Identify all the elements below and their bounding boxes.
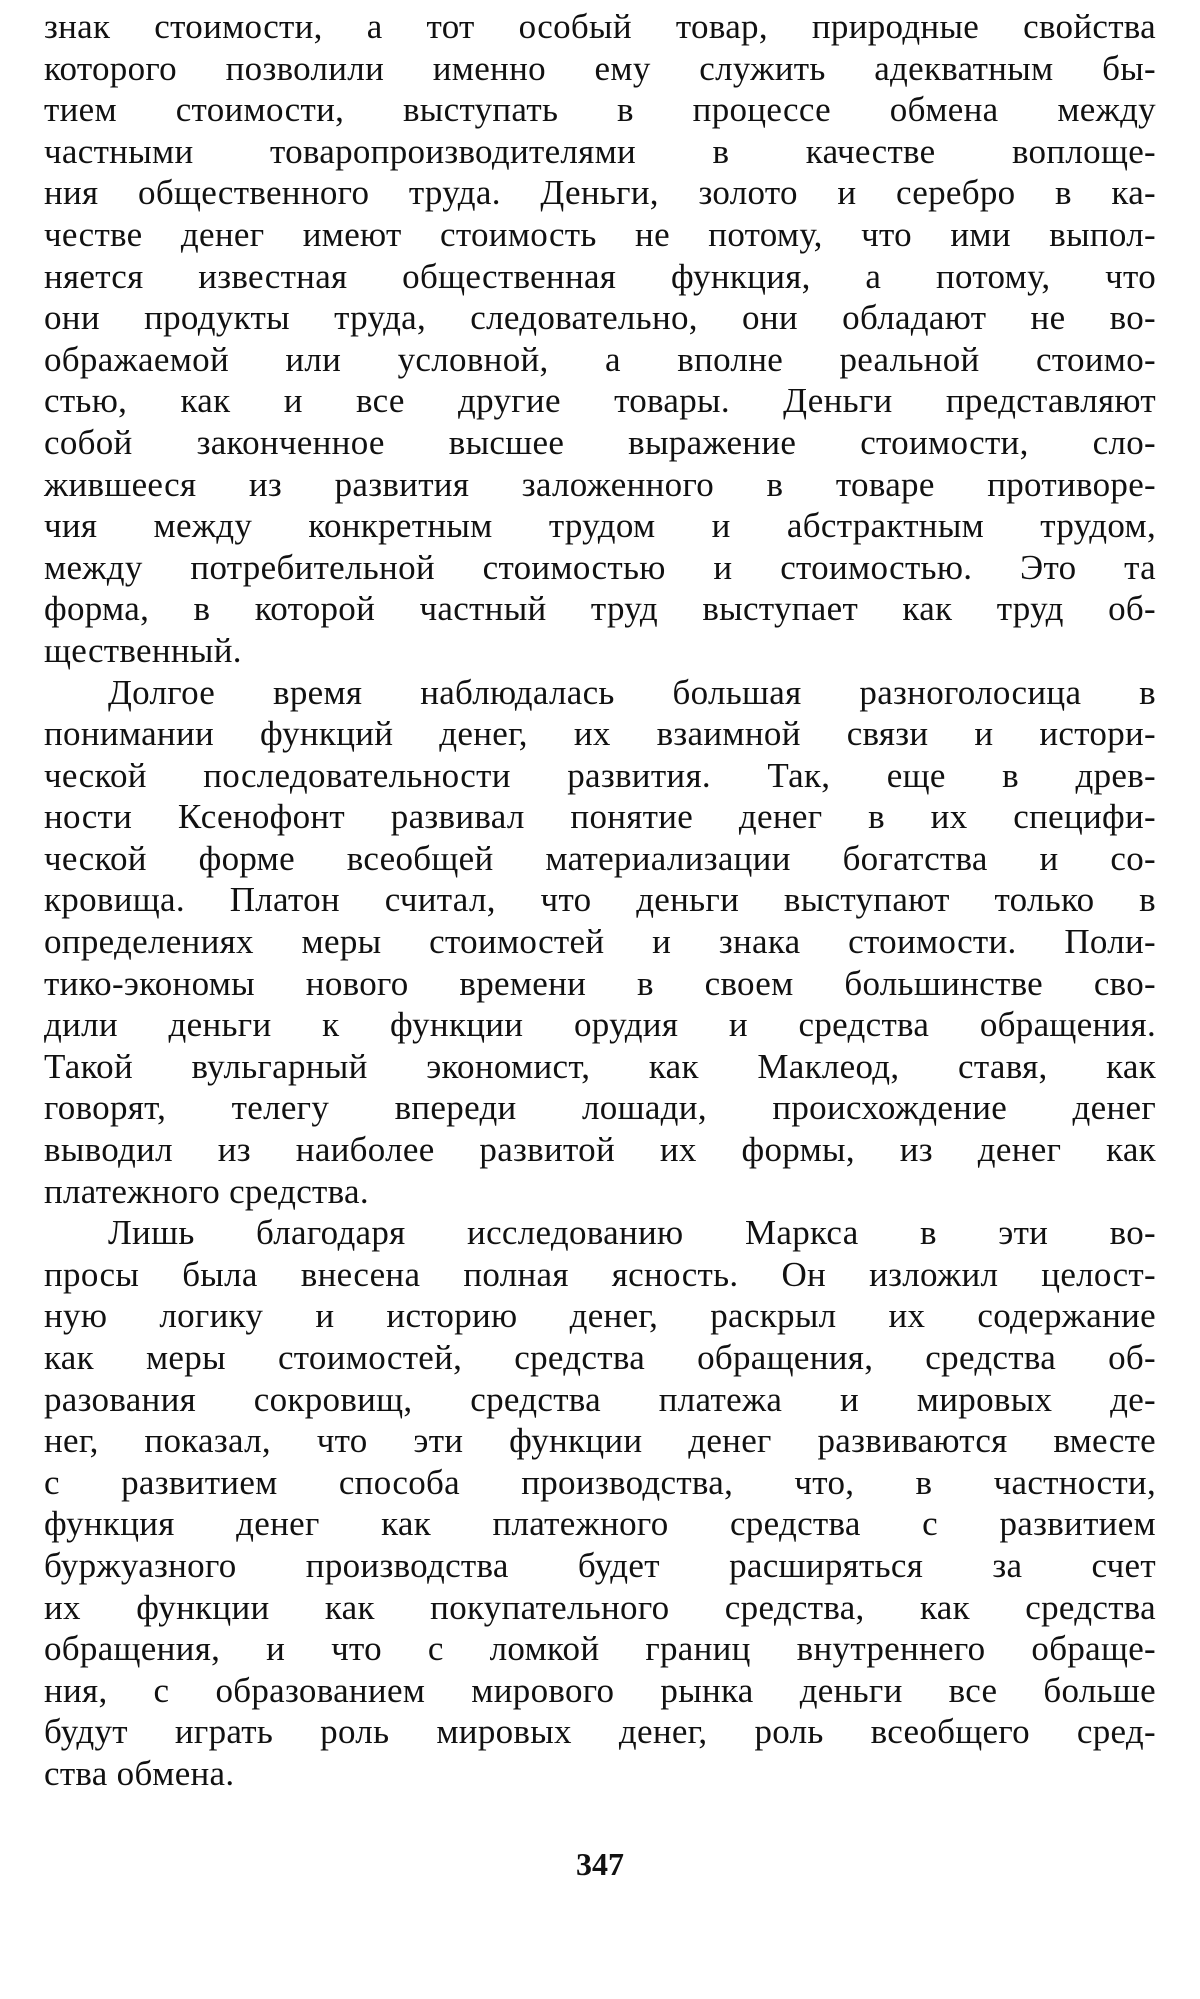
text-line: как меры стоимостей, средства обращения, средства об- <box>44 1338 1156 1377</box>
text-line: они продукты труда, следовательно, они обладают не во- <box>44 298 1156 338</box>
text-line: обращения, и что с ломкой границ внутреннего обраще- <box>44 1629 1156 1669</box>
text-line: собой законченное высшее выражение стоимости, сло- <box>44 422 1156 462</box>
paragraph-3 <box>44 1212 1156 1794</box>
text-line: платежного средства. <box>44 1171 369 1211</box>
text-line: щественный. <box>44 630 242 670</box>
text-line: говорят, телегу впереди лошади, происхождение денег <box>44 1088 1156 1128</box>
text-line: Лишь благодаря исследованию Маркса в эти во- <box>108 1213 1156 1253</box>
text-line: частными товаропроизводителями в качестве воплоще- <box>44 131 1156 171</box>
text-line: Такой вульгарный экономист, как Маклеод, ставя, как <box>44 1046 1156 1086</box>
page-text <box>44 6 1156 1795</box>
text-line: понимании функций денег, их взаимной связи и истори- <box>44 714 1156 754</box>
text-line: стью, как и все другие товары. Деньги представляют <box>44 381 1156 421</box>
text-line: ную логику и историю денег, раскрыл их содержание <box>44 1296 1156 1336</box>
text-line: ства обмена. <box>44 1753 235 1793</box>
text-line: их функции как покупательного средства, как средства <box>44 1587 1156 1627</box>
page-number: 347 <box>576 1846 624 1882</box>
text-line: будут играть роль мировых денег, роль всеобщего сред- <box>44 1712 1156 1752</box>
text-line: дили деньги к функции орудия и средства обращения. <box>44 1005 1156 1045</box>
text-line: ния, с образованием мирового рынка деньги все больше <box>44 1670 1156 1710</box>
paragraph-1 <box>44 6 1156 672</box>
text-line: разования сокровищ, средства платежа и мировых де- <box>44 1379 1156 1419</box>
text-line: тием стоимости, выступать в процессе обмена между <box>44 90 1156 130</box>
text-line: ображаемой или условной, а вполне реальной стоимо- <box>44 339 1156 379</box>
text-line: ности Ксенофонт развивал понятие денег в их специфи- <box>44 797 1156 837</box>
text-line: няется известная общественная функция, а потому, что <box>44 256 1156 296</box>
text-line: нег, показал, что эти функции денег развиваются вместе <box>44 1421 1156 1461</box>
text-line: определениях меры стоимостей и знака стоимости. Поли- <box>44 922 1156 962</box>
text-line: между потребительной стоимостью и стоимостью. Это та <box>44 547 1156 587</box>
text-line: с развитием способа производства, что, в частности, <box>44 1462 1156 1502</box>
text-line: просы была внесена полная ясность. Он изложил целост- <box>44 1254 1156 1294</box>
text-line: буржуазного производства будет расширяться за счет <box>44 1545 1156 1585</box>
text-line: которого позволили именно ему служить адекватным бы- <box>44 48 1156 88</box>
text-line: функция денег как платежного средства с развитием <box>44 1504 1156 1544</box>
text-line: знак стоимости, а тот особый товар, природные свойства <box>44 7 1156 46</box>
text-line: кровища. Платон считал, что деньги выступают только в <box>44 880 1156 920</box>
text-line: честве денег имеют стоимость не потому, что ими выпол- <box>44 214 1156 254</box>
text-line: тико-экономы нового времени в своем большинстве сво- <box>44 963 1156 1003</box>
text-line: ческой форме всеобщей материализации богатства и со- <box>44 838 1156 878</box>
text-line: ния общественного труда. Деньги, золото и серебро в ка- <box>44 173 1156 213</box>
text-line: чия между конкретным трудом и абстрактным трудом, <box>44 506 1156 546</box>
text-line: Долгое время наблюдалась большая разноголосица в <box>108 672 1156 712</box>
text-line: ческой последовательности развития. Так, еще в древ- <box>44 755 1156 795</box>
text-line: форма, в которой частный труд выступает как труд об- <box>44 589 1156 629</box>
text-line: выводил из наиболее развитой их формы, из денег как <box>44 1130 1156 1170</box>
paragraph-2 <box>44 672 1156 1213</box>
text-line: жившееся из развития заложенного в товаре противоре- <box>44 464 1156 504</box>
